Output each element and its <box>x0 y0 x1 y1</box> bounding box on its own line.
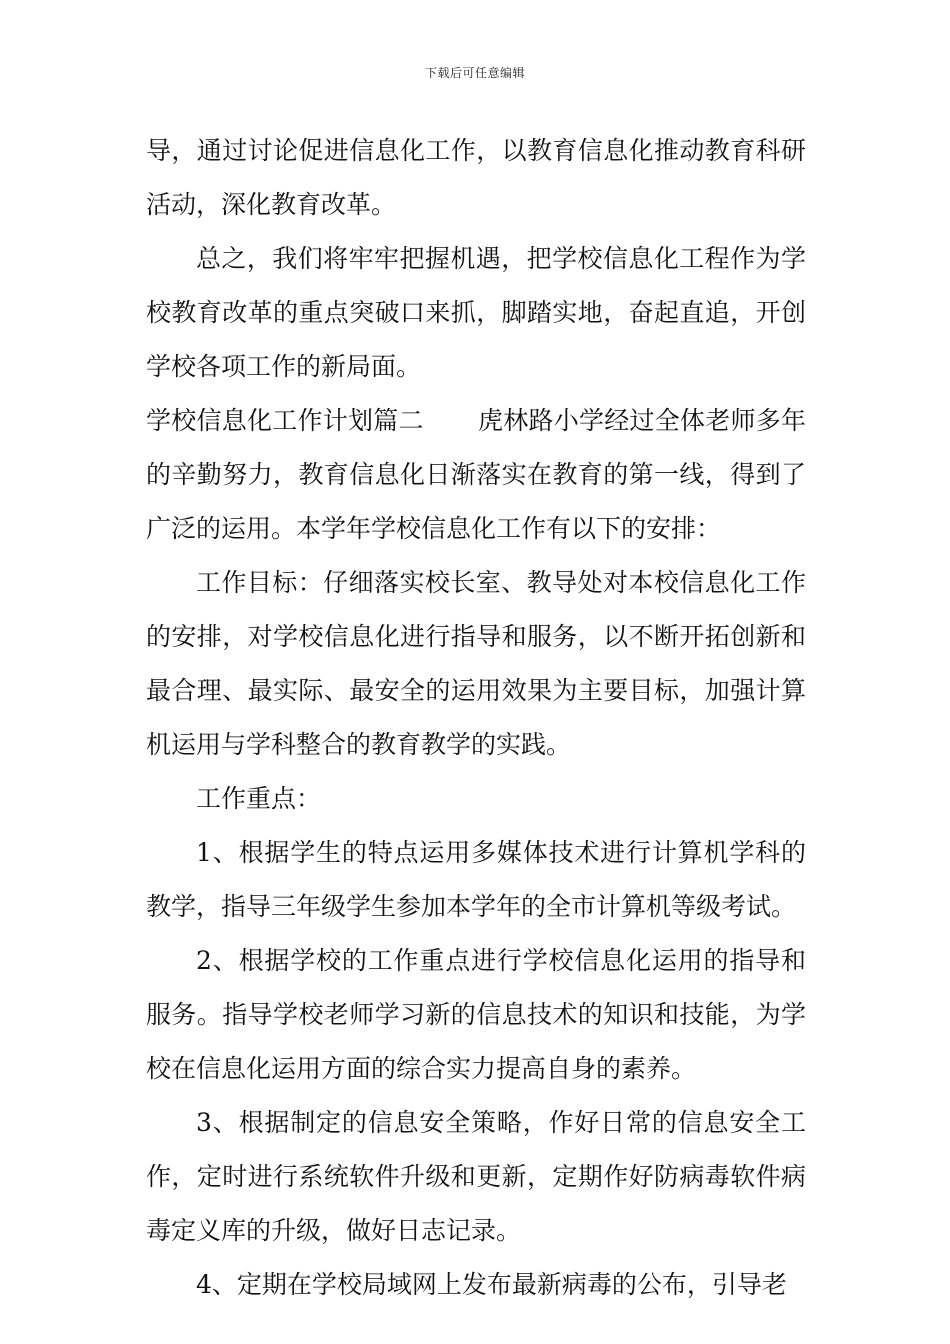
section-intro: 虎林路小学经过全体老师多年的辛勤努力，教育信息化日渐落实在教育的第一线，得到了广泛的运用。本学年学校信息化工作有以下的安排： <box>146 406 806 543</box>
list-item-2: 2、根据学校的工作重点进行学校信息化运用的指导和服务。指导学校老师学习新的信息技术的知识和技能，为学校在信息化运用方面的综合实力提高自身的素养。 <box>146 946 806 1083</box>
document-body <box>146 124 806 1312</box>
list-item-4: 4、定期在学校局域网上发布最新病毒的公布，引导老 <box>196 1270 787 1299</box>
list-item-3: 3、根据制定的信息安全策略，作好日常的信息安全工作，定时进行系统软件升级和更新，定期作好防病毒软件病毒定义库的升级，做好日志记录。 <box>146 1108 806 1245</box>
paragraph-1: 导，通过讨论促进信息化工作，以教育信息化推动教育科研活动，深化教育改革。 <box>146 136 806 219</box>
section-title: 学校信息化工作计划篇二 <box>146 406 424 435</box>
paragraph-work-focus: 工作重点： <box>196 784 322 813</box>
section-heading-paragraph <box>146 394 806 556</box>
page-header: 下载后可任意编辑 <box>424 66 525 80</box>
paragraph-work-goal: 工作目标：仔细落实校长室、教导处对本校信息化工作的安排，对学校信息化进行指导和服务，以不断开拓创新和最合理、最实际、最安全的运用效果为主要目标，加强计算机运用与学科整合的教育教学的实践。 <box>146 568 806 759</box>
paragraph-2: 总之，我们将牢牢把握机遇，把学校信息化工程作为学校教育改革的重点突破口来抓，脚踏实地，奋起直追，开创学校各项工作的新局面。 <box>146 244 806 381</box>
list-item-1: 1、根据学生的特点运用多媒体技术进行计算机学科的教学，指导三年级学生参加本学年的全市计算机等级考试。 <box>146 838 806 921</box>
